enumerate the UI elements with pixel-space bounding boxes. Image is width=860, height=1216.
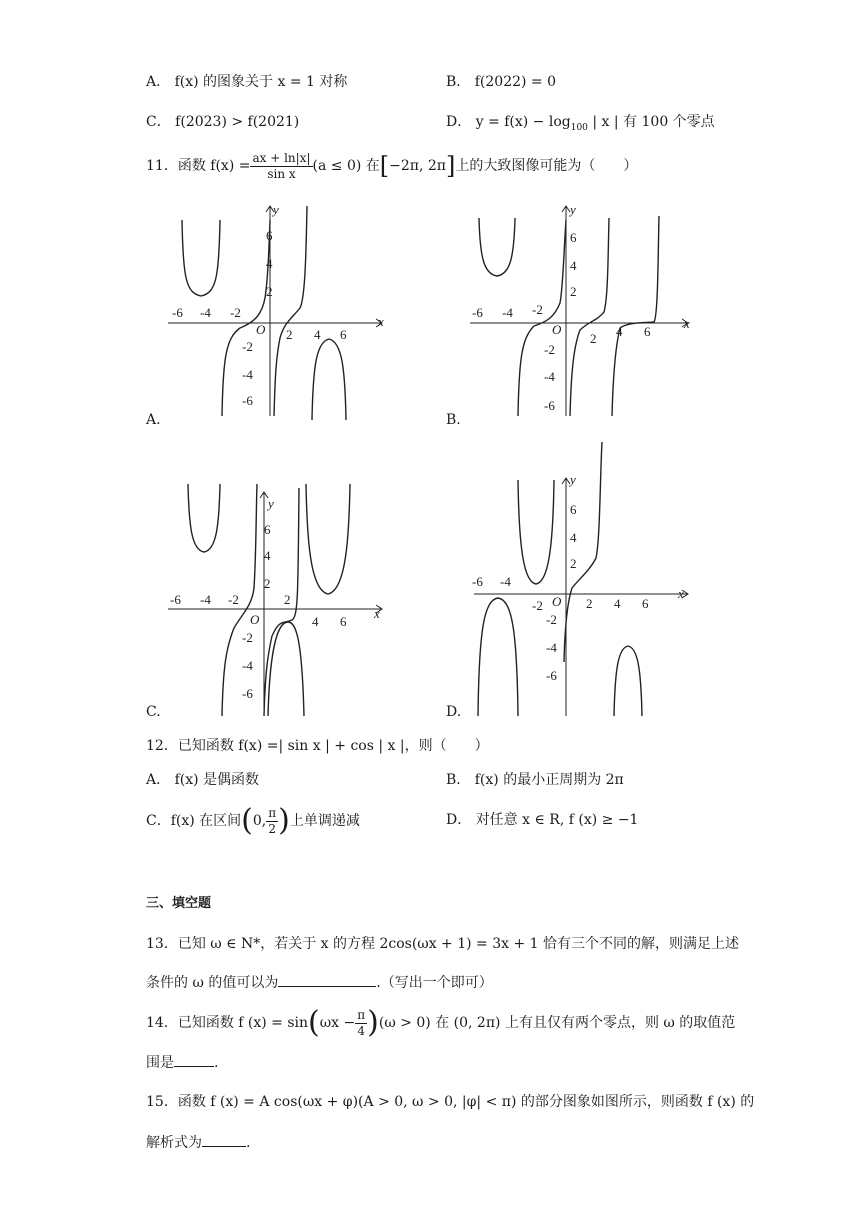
option-text: f(2022) = 0 <box>474 74 557 90</box>
x-axis-label: x <box>378 314 384 329</box>
curve-branch <box>612 216 659 416</box>
q10-option-b[interactable] <box>446 72 556 92</box>
curve-branch <box>518 220 566 416</box>
question-number: 15． <box>146 1094 178 1110</box>
q10-option-c[interactable] <box>146 112 299 132</box>
section-title: 三、填空题 <box>146 896 212 911</box>
stem-interval: −2π, 2π <box>389 158 446 174</box>
stem-text: 已知 ω ∈ N*，若关于 x 的方程 2cos(ωx + 1) = 3x + 1 恰有三个不同的解，则满足上述 <box>177 936 740 952</box>
tick-label: -4 <box>242 658 253 673</box>
option-text: f(2023) > f(2021) <box>175 114 300 130</box>
q15-line2 <box>146 1132 250 1153</box>
option-letter: D． <box>446 114 472 130</box>
tick-label: 6 <box>570 502 577 517</box>
option-letter: C． <box>146 114 171 130</box>
q12-option-a[interactable] <box>146 770 259 790</box>
fraction-numerator: ax + ln|x| <box>252 150 311 165</box>
curve-branch <box>312 339 346 420</box>
stem-text-tail: . <box>246 1135 251 1151</box>
tick-label: -2 <box>544 342 555 357</box>
graph-d <box>466 440 706 718</box>
q12-stem <box>146 736 489 756</box>
stem-text-tail: . <box>214 1055 219 1071</box>
tick-label: 2 <box>286 327 293 342</box>
curve-branch <box>614 646 642 716</box>
tick-label: 2 <box>570 284 577 299</box>
stem-text: 已知函数 f (x) = sin <box>177 1015 309 1031</box>
interval-start: 0, <box>252 813 267 829</box>
stem-text: 函数 f (x) = A cos(ωx + φ)(A > 0, ω > 0, |φ| < π) 的部分图象如图所示，则函数 f (x) 的 <box>177 1094 755 1110</box>
option-text: f(x) 是偶函数 <box>174 772 260 788</box>
tick-label: -6 <box>544 398 555 413</box>
x-axis-label: x <box>684 316 690 331</box>
curve-branch <box>479 218 515 276</box>
fraction-denominator: sin x <box>267 166 296 181</box>
tick-label: -2 <box>532 302 543 317</box>
left-paren: ( <box>241 803 253 838</box>
option-text: f(x) 在区间 <box>170 813 242 829</box>
option-text: y = f(x) − log <box>475 114 571 130</box>
option-letter: B． <box>446 772 471 788</box>
graph-d-label[interactable]: D. <box>446 704 462 720</box>
option-text: 对任意 x ∈ R, f (x) ≥ −1 <box>475 812 639 828</box>
tick-label: -6 <box>472 305 483 320</box>
tick-label: 4 <box>266 256 273 271</box>
option-letter: B． <box>446 74 471 90</box>
tick-label: 4 <box>312 614 319 629</box>
tick-label: -4 <box>500 574 511 589</box>
tick-label: 4 <box>264 548 271 563</box>
origin-label: O <box>552 594 562 609</box>
q10-option-a[interactable] <box>146 72 347 92</box>
q13-line2 <box>146 972 493 993</box>
option-letter: A． <box>146 772 171 788</box>
tick-label: -2 <box>242 339 253 354</box>
curve-branch <box>478 598 518 716</box>
curve-branch <box>306 484 350 594</box>
stem-text: 解析式为 <box>146 1135 202 1151</box>
q12-option-d[interactable] <box>446 810 638 830</box>
option-text: f(x) 的图象关于 x = 1 对称 <box>174 74 348 90</box>
tick-label: -4 <box>200 305 211 320</box>
stem-condition: (a ≤ 0) 在 <box>312 158 380 174</box>
tick-label: 6 <box>266 228 273 243</box>
answer-blank[interactable] <box>202 1132 246 1147</box>
tick-label: -2 <box>228 592 239 607</box>
q12-option-b[interactable] <box>446 770 624 790</box>
tick-label: 6 <box>644 324 651 339</box>
tick-label: -6 <box>170 592 181 607</box>
fraction-numerator: π <box>268 805 277 820</box>
origin-label: O <box>552 322 562 337</box>
interval-fraction <box>266 806 278 837</box>
stem-fraction <box>250 151 312 182</box>
stem-text: 函数 f(x) = <box>177 158 251 174</box>
option-text: f(x) 的最小正周期为 2π <box>474 772 624 788</box>
answer-blank[interactable] <box>174 1052 214 1067</box>
stem-text: 围是 <box>146 1055 174 1071</box>
stem-text-tail: 上的大致图像可能为（ ） <box>455 158 638 174</box>
option-letter: A． <box>146 74 171 90</box>
origin-label: O <box>256 322 266 337</box>
option-text-tail: | x | 有 100 个零点 <box>587 114 715 130</box>
log-base: 100 <box>570 122 588 133</box>
tick-label: 6 <box>340 327 347 342</box>
y-axis-label: y <box>570 472 576 487</box>
tick-label: 6 <box>340 614 347 629</box>
tick-label: -6 <box>242 393 253 408</box>
fraction-numerator: π <box>357 1007 366 1022</box>
q13-line1 <box>146 934 739 954</box>
tick-label: -6 <box>472 574 483 589</box>
option-text-tail: 上单调递减 <box>289 813 360 829</box>
fraction-denominator: 4 <box>357 1023 366 1038</box>
answer-blank[interactable] <box>278 972 376 987</box>
curve-branch <box>518 480 554 584</box>
graph-a <box>160 198 400 420</box>
tick-label: -4 <box>544 369 555 384</box>
right-paren: ) <box>367 1005 379 1040</box>
tick-label: -4 <box>546 640 557 655</box>
question-number: 14． <box>146 1015 178 1031</box>
q15-line1 <box>146 1092 754 1112</box>
tick-label: -4 <box>242 367 253 382</box>
x-axis-label: x <box>374 606 380 621</box>
y-axis-label: y <box>268 496 274 511</box>
curve-branch <box>274 206 307 416</box>
graph-a-label[interactable]: A. <box>146 412 161 428</box>
tick-label: 6 <box>642 596 649 611</box>
phase-fraction <box>355 1008 367 1039</box>
tick-label: 4 <box>570 258 577 273</box>
graph-c-label[interactable]: C. <box>146 704 161 720</box>
right-bracket: ] <box>446 152 456 180</box>
tick-label: 2 <box>590 331 597 346</box>
tick-label: -6 <box>546 668 557 683</box>
q11-stem <box>146 146 637 186</box>
graph-b <box>462 198 702 420</box>
tick-label: 6 <box>570 230 577 245</box>
tick-label: 4 <box>314 327 321 342</box>
tick-label: -2 <box>230 305 241 320</box>
option-letter: D． <box>446 812 472 828</box>
tick-label: -2 <box>242 630 253 645</box>
graph-c <box>160 478 400 718</box>
expr-lead: ωx − <box>319 1015 356 1031</box>
x-axis-label: x <box>678 586 684 601</box>
y-axis-label: y <box>570 202 576 217</box>
q14-line2 <box>146 1052 218 1073</box>
stem-text-tail: .（写出一个即可） <box>376 975 493 991</box>
tick-label: 2 <box>586 596 593 611</box>
tick-label: 2 <box>264 576 271 591</box>
left-bracket: [ <box>379 152 390 180</box>
question-number: 13． <box>146 936 178 952</box>
option-letter: C． <box>146 813 171 829</box>
tick-label: 6 <box>264 522 271 537</box>
tick-label: -6 <box>172 305 183 320</box>
tick-label: 2 <box>284 592 291 607</box>
tick-label: 4 <box>616 324 623 339</box>
fraction-denominator: 2 <box>268 821 277 836</box>
q14-line1 <box>146 1002 735 1044</box>
graph-b-label[interactable]: B. <box>446 412 461 428</box>
tick-label: -6 <box>242 686 253 701</box>
tick-label: -2 <box>546 612 557 627</box>
curve-branch <box>182 220 220 296</box>
origin-label: O <box>250 612 260 627</box>
stem-text: 已知函数 f(x) =| sin x | + cos | x |，则（ ） <box>177 738 489 754</box>
q10-option-d[interactable] <box>446 112 715 138</box>
tick-label: -4 <box>502 305 513 320</box>
tick-label: 2 <box>266 284 273 299</box>
tick-label: 2 <box>570 556 577 571</box>
curve-branch <box>570 218 609 416</box>
question-number: 12． <box>146 738 178 754</box>
y-axis-label: y <box>273 202 279 217</box>
q12-option-c[interactable] <box>146 800 360 842</box>
curve-branch <box>268 622 304 716</box>
tick-label: -4 <box>200 592 211 607</box>
question-number: 11． <box>146 158 178 174</box>
tick-label: 4 <box>614 596 621 611</box>
right-paren: ) <box>278 803 290 838</box>
left-paren: ( <box>308 1005 320 1040</box>
stem-text-tail: (ω > 0) 在 (0, 2π) 上有且仅有两个零点，则 ω 的取值范 <box>378 1015 736 1031</box>
stem-text: 条件的 ω 的值可以为 <box>146 975 279 991</box>
tick-label: 4 <box>570 530 577 545</box>
tick-label: -2 <box>532 598 543 613</box>
curve-branch <box>188 484 220 552</box>
